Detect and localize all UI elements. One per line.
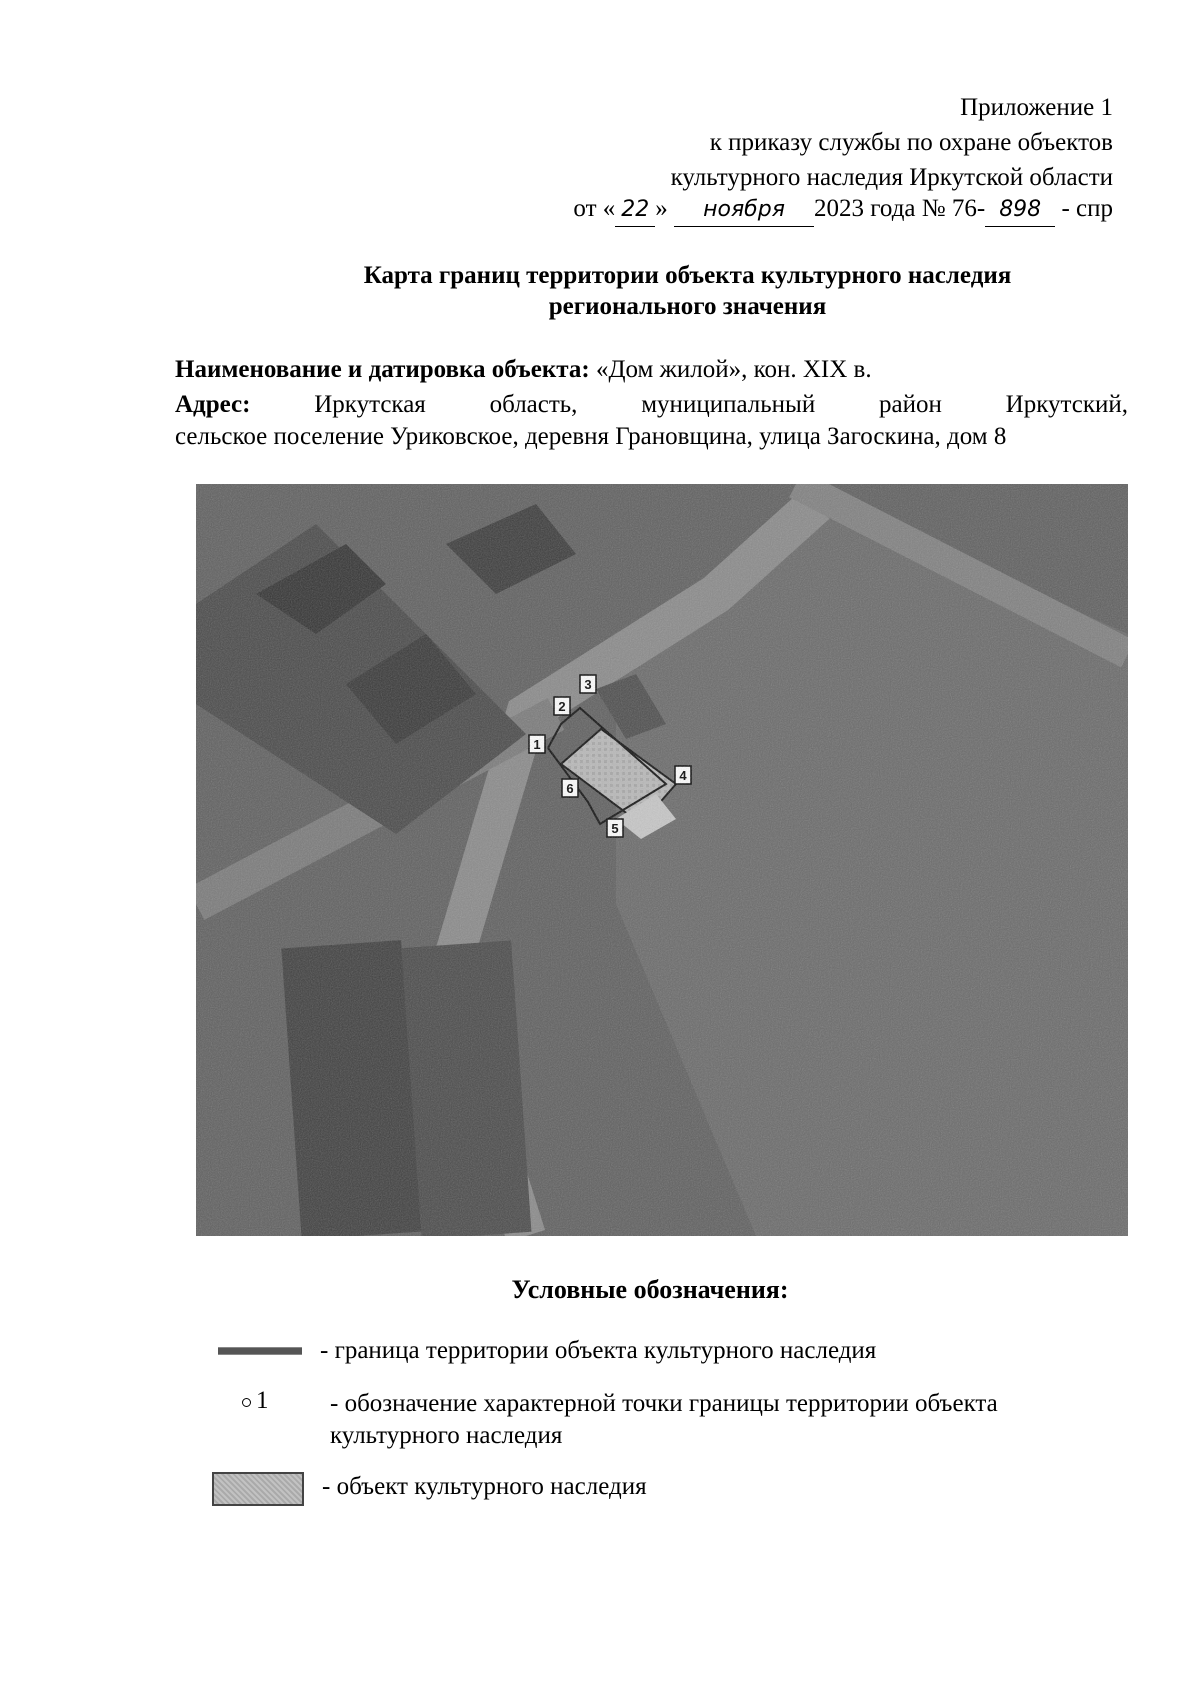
map-title-line1: Карта границ территории объекта культурного наследия: [363, 262, 1012, 289]
order-line: к приказу службы по охране объектов: [709, 129, 1113, 156]
handwritten-number: 898: [985, 194, 1055, 227]
legend-title: Условные обозначения:: [511, 1275, 789, 1304]
doc-suffix: - спр: [1061, 195, 1113, 222]
legend-boundary-text: - граница территории объекта культурного наследия: [320, 1337, 877, 1364]
boundary-line-symbol: [218, 1347, 302, 1355]
date-prefix: от «: [573, 195, 616, 222]
address-text-line1: Иркутская область, муниципальный район Иркутский,: [314, 391, 1128, 418]
object-name-value: «Дом жилой», кон. XIX в.: [595, 356, 872, 383]
point-symbol-circle: [242, 1398, 251, 1407]
legend-point-text-line2: культурного наследия: [330, 1422, 563, 1449]
handwritten-day: 22: [615, 194, 655, 227]
object-name-label: Наименование и датировка объекта:: [175, 356, 590, 383]
address-label: Адрес:: [175, 391, 251, 418]
address-line1: [175, 390, 1128, 420]
map-title-line2: регионального значения: [548, 293, 827, 320]
handwritten-month: ноября: [674, 194, 814, 227]
noise-overlay: [196, 484, 1128, 1236]
point-symbol-number: 1: [256, 1387, 269, 1414]
legend-object-text: - объект культурного наследия: [322, 1473, 647, 1500]
order-date-number: [573, 193, 1113, 227]
appendix-label: Приложение 1: [960, 94, 1113, 121]
legend-point-text-line1: - обозначение характерной точки границы территории объекта: [330, 1390, 998, 1417]
object-name: [175, 355, 1128, 385]
address-line2: сельское поселение Уриковское, деревня Грановщина, улица Загоскина, дом 8: [175, 423, 1007, 450]
order-authority: культурного наследия Иркутской области: [670, 164, 1113, 191]
date-year: 2023 года № 76-: [814, 195, 986, 222]
date-mid: »: [655, 195, 668, 222]
satellite-map: [196, 484, 1128, 1236]
heritage-object-symbol: [212, 1472, 304, 1506]
